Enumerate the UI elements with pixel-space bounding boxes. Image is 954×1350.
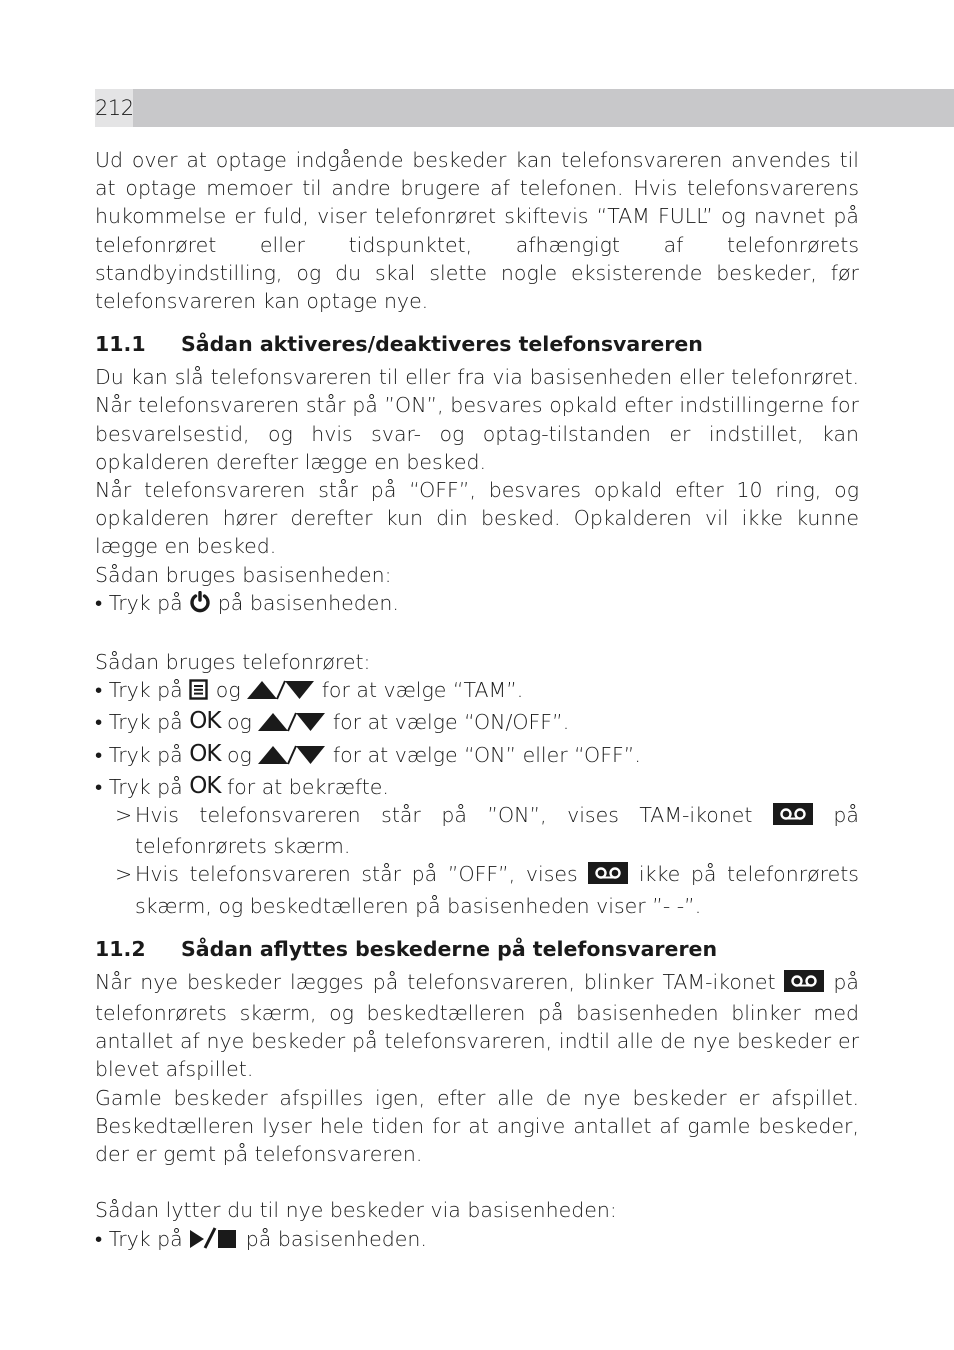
page-content (95, 146, 859, 1256)
ok-key-label: OK (189, 740, 221, 767)
result-off: > Hvis telefonsvareren står på ”OFF”, vises ikke på telefonrørets skærm, og beskedtælleren på basisenheden viser ”- -”. (115, 862, 859, 918)
tam-icon (588, 862, 628, 891)
page-number: 212 (95, 89, 133, 127)
play-stop-icon (189, 1227, 239, 1256)
section-heading-11-2 (95, 935, 859, 963)
result-on: > Hvis telefonsvareren står på ”ON”, vises TAM-ikonet på telefonrørets skærm. (115, 803, 859, 859)
section2-paragraph-2: Gamle beskeder afspilles igen, efter alle de nye beskeder er afspillet. Beskedtælleren lyser hele tiden for at angive antallet af gamle beskeder, der er gemt på telefonsvareren. (95, 1085, 859, 1167)
section-number: 11.2 (95, 936, 146, 961)
listen-step: • Tryk på på basisenheden. (95, 1225, 859, 1256)
menu-icon (189, 679, 209, 707)
section2-paragraph-1: Når nye beskeder lægges på telefonsvareren, blinker TAM-ikonet på telefonrørets skærm, og beskedtælleren på basisenheden blinker med antallet af nye beskeder på telefonsvareren, indtil alle de nye beskeder er blevet afspillet. (95, 969, 859, 1082)
section1-paragraph-1: Du kan slå telefonsvareren til eller fra via basisenheden eller telefonrøret. Når telefonsvareren står på ”ON”, besvares opkald efter indstillingerne for besvarelsestid, og hvis svar- og optag-tilstanden er indstillet, kan opkalderen derefter lægge en besked. (95, 365, 859, 474)
listen-heading: Sådan lytter du til nye beskeder via basisenheden: (95, 1198, 617, 1223)
handset-heading: Sådan bruges telefonrøret: (95, 650, 371, 675)
intro-paragraph: Ud over at optage indgående beskeder kan telefonsvareren anvendes til at optage memoer til andre brugere af telefonen. Hvis telefonsvarerens hukommelse er fuld, viser telefonrøret skiftevis “TAM FULL” og navnet på telefonrøret eller tidspunktet, afhængigt af telefonrørets standbyindstilling, og du skal slette nogle eksisterende beskeder, før telefonsvareren kan optage nye. (95, 148, 859, 314)
handset-step-2: • Tryk på OK og for at vælge “ON/OFF”. (95, 707, 859, 739)
up-down-arrows-icon (258, 711, 326, 739)
base-heading: Sådan bruges basisenheden: (95, 562, 392, 587)
handset-step-3: • Tryk på OK og for at vælge “ON” eller “OFF”. (95, 740, 859, 772)
section-title: Sådan aflyttes beskederne på telefonsvareren (181, 936, 718, 961)
ok-key-label: OK (189, 708, 221, 735)
section-title: Sådan aktiveres/deaktiveres telefonsvareren (181, 332, 703, 357)
section1-paragraph-2: Når telefonsvareren står på “OFF”, besvares opkald efter 10 ring, og opkalderen hører derefter kun din besked. Opkalderen vil ikke kunne lægge en besked. (95, 478, 859, 559)
ok-key-label: OK (189, 772, 221, 799)
up-down-arrows-icon (258, 744, 326, 772)
up-down-arrows-icon (247, 679, 315, 707)
section-number: 11.1 (95, 332, 146, 357)
handset-step-4: • Tryk på OK for at bekræfte. (95, 772, 389, 799)
section-heading-11-1 (95, 330, 859, 358)
power-icon (189, 591, 211, 620)
tam-icon (784, 970, 824, 999)
tam-icon (773, 803, 813, 832)
handset-step-1: • Tryk på og for at vælge “TAM”. (95, 676, 859, 707)
header-bar (95, 89, 954, 127)
base-step: • Tryk på på basisenheden. (95, 589, 859, 620)
